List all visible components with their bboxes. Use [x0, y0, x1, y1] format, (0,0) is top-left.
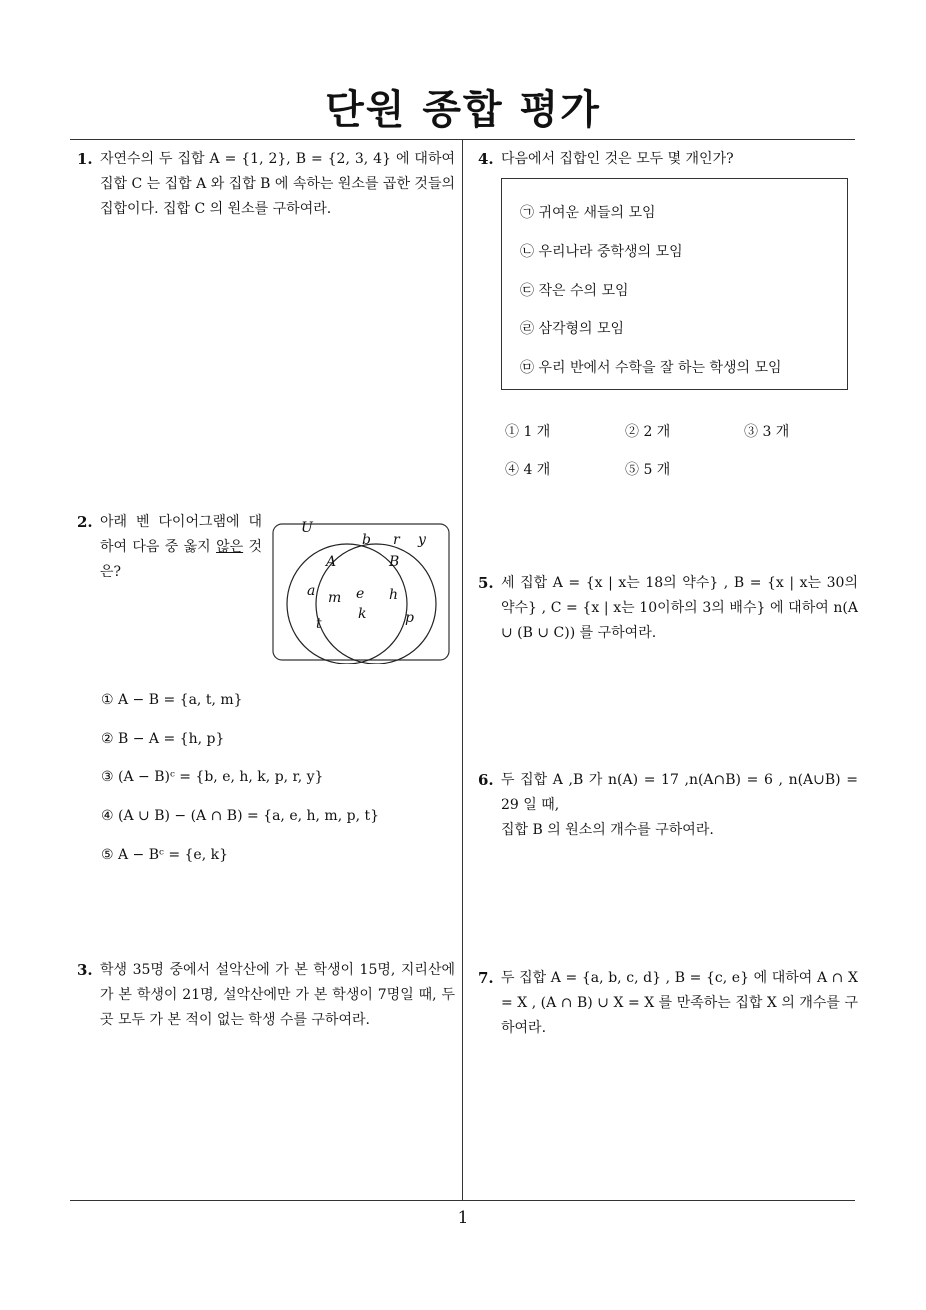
page-title: 단원 종합 평가: [325, 87, 601, 133]
q4-option-3: ③ 3 개: [744, 424, 790, 440]
question-6: [478, 768, 858, 843]
question-text: 다음에서 집합인 것은 모두 몇 개인가?: [501, 151, 734, 167]
venn-element-h: h: [389, 587, 399, 603]
question-text-end: 것은?: [100, 539, 262, 580]
question-4: [478, 147, 858, 172]
question-number: 6.: [478, 771, 494, 789]
question-2: [77, 510, 262, 585]
q4-item-box: [501, 178, 848, 390]
q4-item-1: ㉠ 귀여운 새들의 모임: [520, 205, 656, 221]
q4-item-5: ㉤ 우리 반에서 수학을 잘 하는 학생의 모임: [520, 360, 782, 376]
q4-option-1: ① 1 개: [505, 424, 551, 440]
venn-element-k: k: [358, 606, 367, 622]
bottom-divider: [70, 1200, 855, 1201]
question-text: 두 집합 A ,B 가 n(A) = 17 ,n(A∩B) = 6 , n(A∪B) = 29 일 때,: [501, 772, 858, 813]
question-number: 4.: [478, 150, 494, 168]
question-number: 5.: [478, 574, 494, 592]
q2-option-5: ⑤ A − Bᶜ = {e, k}: [101, 847, 228, 863]
question-text-line2: 집합 B 의 원소의 개수를 구하여라.: [501, 822, 714, 838]
venn-diagram: [271, 514, 453, 664]
question-number: 1.: [77, 150, 93, 168]
question-3: [77, 958, 455, 1033]
page-number: 1: [457, 1208, 469, 1228]
q2-option-1: ① A − B = {a, t, m}: [101, 692, 243, 708]
question-text: 두 집합 A = {a, b, c, d} , B = {c, e} 에 대하여 A ∩ X = X , (A ∩ B) ∪ X = X 를 만족하는 집합 X 의 개수를 구하여라.: [501, 970, 858, 1036]
q4-item-2: ㉡ 우리나라 중학생의 모임: [520, 244, 683, 260]
q4-item-4: ㉣ 삼각형의 모임: [520, 321, 625, 337]
question-number: 2.: [77, 513, 93, 531]
q2-option-2: ② B − A = {h, p}: [101, 731, 225, 747]
venn-element-p: p: [405, 610, 414, 626]
q4-option-5: ⑤ 5 개: [625, 462, 671, 478]
question-5: [478, 571, 858, 646]
venn-element-y: y: [418, 532, 426, 548]
venn-element-m: m: [328, 590, 342, 606]
question-1: [77, 147, 455, 222]
question-text-underline: 않은: [216, 539, 244, 555]
venn-element-t: t: [316, 616, 322, 632]
venn-element-e: e: [356, 586, 365, 602]
question-number: 3.: [77, 961, 93, 979]
q4-item-3: ㉢ 작은 수의 모임: [520, 283, 629, 299]
venn-element-a: a: [307, 583, 316, 599]
q2-option-3: ③ (A − B)ᶜ = {b, e, h, k, p, r, y}: [101, 769, 324, 785]
q4-option-4: ④ 4 개: [505, 462, 551, 478]
column-divider: [462, 140, 463, 1201]
question-number: 7.: [478, 969, 494, 987]
set-b-label: B: [389, 554, 400, 570]
question-text: 자연수의 두 집합 A = {1, 2}, B = {2, 3, 4} 에 대하여 집합 C 는 집합 A 와 집합 B 에 속하는 원소를 곱한 것들의 집합이다. 집합 C 의 원소를 구하여라.: [100, 151, 455, 217]
question-text: 학생 35명 중에서 설악산에 가 본 학생이 15명, 지리산에 가 본 학생이 21명, 설악산에만 가 본 학생이 7명일 때, 두 곳 모두 가 본 적이 없는 학생 수를 구하여라.: [100, 962, 455, 1028]
question-7: [478, 966, 858, 1041]
venn-element-b: b: [362, 532, 371, 548]
universe-label: U: [301, 520, 313, 536]
question-text: [100, 510, 262, 585]
q4-option-2: ② 2 개: [625, 424, 671, 440]
set-a-label: A: [326, 554, 337, 570]
q2-option-4: ④ (A ∪ B) − (A ∩ B) = {a, e, h, m, p, t}: [101, 808, 379, 824]
question-text: 세 집합 A = {x | x는 18의 약수} , B = {x | x는 30의 약수} , C = {x | x는 10이하의 3의 배수} 에 대하여 n(A ∪ (B ∪ C)) 를 구하여라.: [501, 575, 858, 641]
venn-element-r: r: [393, 532, 400, 548]
question-text-plain: 아래 벤 다이어그램에 대하여 다음 중 옳지: [100, 514, 262, 555]
